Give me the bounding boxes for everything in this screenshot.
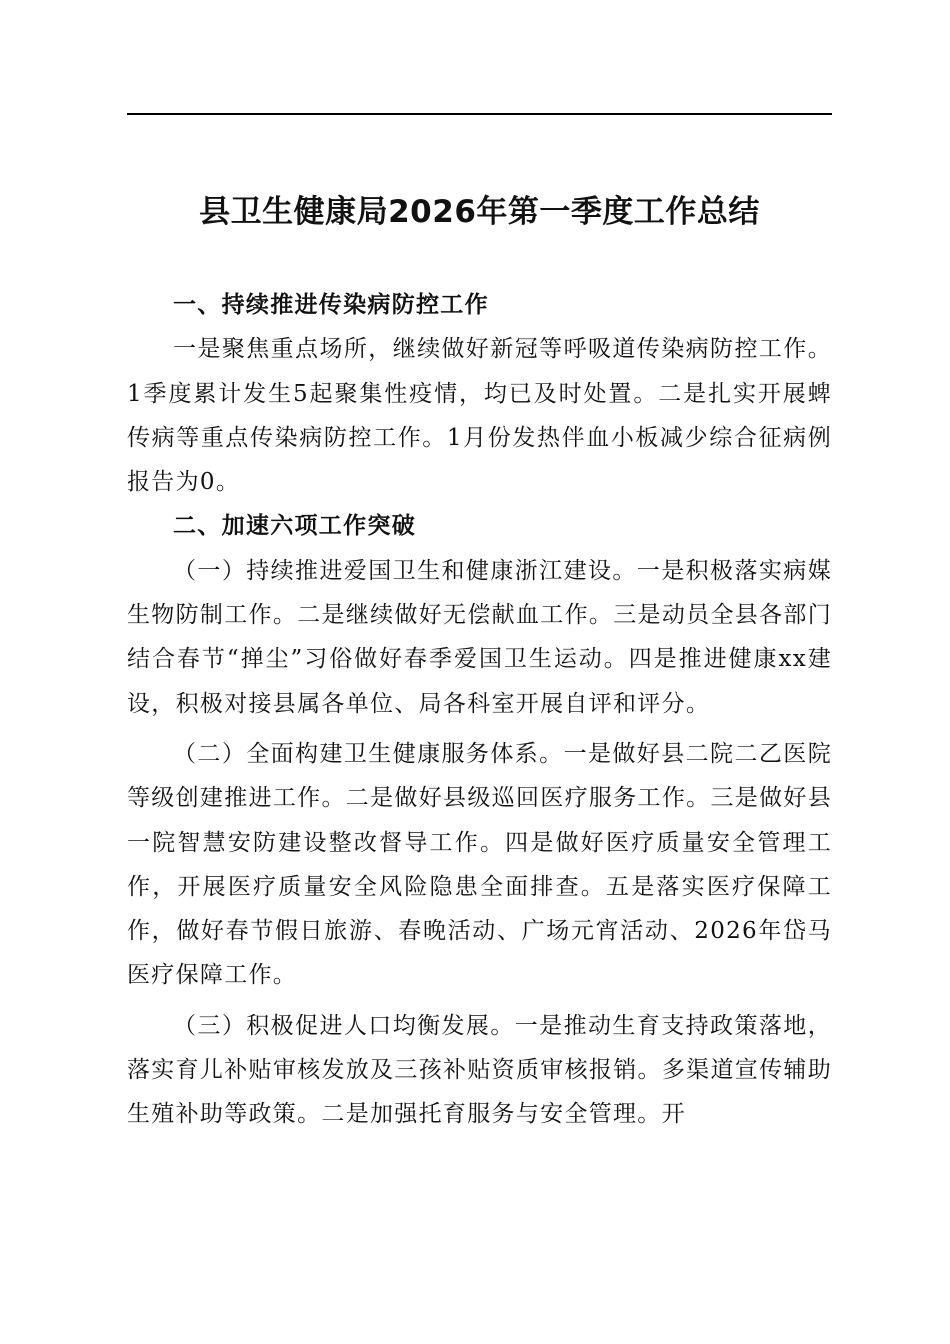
document-title: 县卫生健康局2026年第一季度工作总结	[199, 194, 760, 230]
section-2-paragraph-1: （一）持续推进爱国卫生和健康浙江建设。一是积极落实病媒生物防制工作。二是继续做好无偿献血工作。三是动员全县各部门结合春节“掸尘”习俗做好春季爱国卫生运动。四是推进健康xx建设，积极对接县属各单位、局各科室开展自评和评分。	[127, 557, 832, 717]
section-heading-2: 二、加速六项工作突破	[173, 513, 416, 540]
section-heading-1: 一、持续推进传染病防控工作	[173, 292, 489, 318]
header-rule	[127, 113, 832, 115]
section-2-paragraph-2: （二）全面构建卫生健康服务体系。一是做好县二院二乙医院等级创建推进工作。二是做好县级巡回医疗服务工作。三是做好县一院智慧安防建设整改督导工作。四是做好医疗质量安全管理工作，开展医疗质量安全风险隐患全面排查。五是落实医疗保障工作，做好春节假日旅游、春晚活动、广场元宵活动、2026年岱马医疗保障工作。	[127, 740, 832, 989]
section-2-paragraph-3: （三）积极促进人口均衡发展。一是推动生育支持政策落地，落实育儿补贴审核发放及三孩补贴资质审核报销。多渠道宣传辅助生殖补助等政策。二是加强托育服务与安全管理。开	[127, 1012, 832, 1128]
section-1-paragraph-1: 一是聚焦重点场所，继续做好新冠等呼吸道传染病防控工作。1季度累计发生5起聚集性疫情，均已及时处置。二是扎实开展蜱传病等重点传染病防控工作。1月份发热伴血小板减少综合征病例报告为0。	[127, 336, 832, 496]
document-body	[127, 283, 832, 1137]
